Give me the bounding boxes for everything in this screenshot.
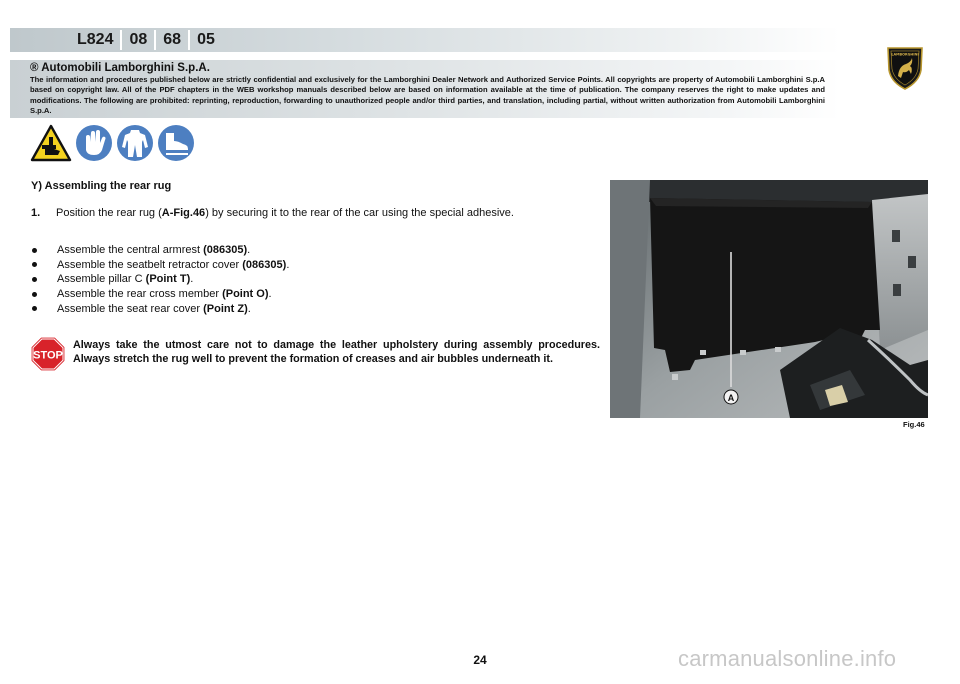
list-item-end: . — [247, 302, 251, 315]
document-code-part: 68 — [163, 31, 182, 48]
safety-icons — [30, 124, 195, 162]
watermark: carmanualsonline.info — [678, 646, 897, 671]
list-item-reference: (Point Z) — [203, 302, 248, 315]
bullet-dot — [32, 306, 37, 311]
copyright-title: ® Automobili Lamborghini S.p.A. — [30, 62, 210, 74]
svg-text:LAMBORGHINI: LAMBORGHINI — [891, 52, 919, 57]
list-item-text: Assemble the rear cross member — [57, 288, 219, 301]
figure-label: Fig.46 — [903, 420, 925, 429]
document-code-part: L824 — [77, 31, 114, 48]
list-item-end: . — [247, 244, 251, 257]
list-item-text: Assemble pillar C — [57, 273, 143, 286]
list-item — [31, 243, 289, 258]
warning-note — [30, 336, 600, 372]
list-item — [31, 287, 289, 302]
step-text — [56, 207, 514, 219]
list-item-reference: (086305) — [242, 258, 287, 271]
step-number: 1. — [31, 207, 41, 219]
figure-callout-a: A — [727, 393, 735, 403]
document-code — [70, 29, 222, 51]
lamborghini-logo — [886, 46, 924, 90]
list-item-reference: (Point T) — [145, 273, 191, 286]
bullet-dot — [32, 292, 37, 297]
stop-sign-icon — [30, 336, 66, 372]
hand-crush-warning-icon — [30, 124, 72, 162]
bullet-dot — [32, 277, 37, 282]
step-1 — [31, 207, 514, 219]
list-item — [31, 301, 289, 316]
list-item-end: . — [286, 258, 290, 271]
list-item — [31, 272, 289, 287]
document-code-part: 05 — [197, 31, 215, 48]
rear-rug-photo-illustration — [610, 180, 928, 418]
document-code-part: 08 — [129, 31, 148, 48]
list-item-end: . — [268, 288, 272, 301]
list-item-end: . — [190, 273, 194, 286]
figure-photo — [610, 180, 928, 418]
protective-gloves-icon — [75, 124, 113, 162]
list-item-text: Assemble the seat rear cover — [57, 302, 201, 315]
bullet-dot — [32, 248, 37, 253]
bullet-dot — [32, 262, 37, 267]
page-number: 24 — [473, 653, 487, 667]
stop-sign-text: STOP — [33, 349, 63, 362]
list-item-text: Assemble the seatbelt retractor cover — [57, 258, 240, 271]
protective-suit-icon — [116, 124, 154, 162]
figure-reference: A-Fig.46 — [161, 207, 206, 219]
list-item — [31, 258, 289, 273]
bullet-list — [31, 243, 289, 316]
step-text-part: Position the rear rug ( — [56, 207, 162, 219]
copyright-notice: The information and procedures published below are strictly confidential and exclusively for the Lamborghini Dealer Network and Authorized Service Points. All copyrights are property of Automobili Lamborghini S.p.A based on copyright law. All of the PDF chapters in the WEB workshop manuals described below are based on information available at the time of publication. The company reserves the right to make updates and modifications. The following are prohibited: reprinting, reproduction, forwarding to unauthorized people and/or third parties, and translation, including partial, without written authorization from Automobili Lamborghini S.p.A. — [30, 75, 825, 115]
section-title: Y) Assembling the rear rug — [31, 180, 172, 192]
step-text-part: ) by securing it to the rear of the car using the special adhesive. — [205, 207, 514, 219]
warning-text: Always take the utmost care not to damage the leather upholstery during assembly procedures. Always stretch the rug well to prevent the formation of creases and air bubbles underneath it. — [73, 339, 600, 365]
list-item-reference: (Point O) — [222, 288, 269, 301]
safety-shoes-icon — [157, 124, 195, 162]
list-item-reference: (086305) — [203, 244, 248, 257]
list-item-text: Assemble the central armrest — [57, 244, 201, 257]
